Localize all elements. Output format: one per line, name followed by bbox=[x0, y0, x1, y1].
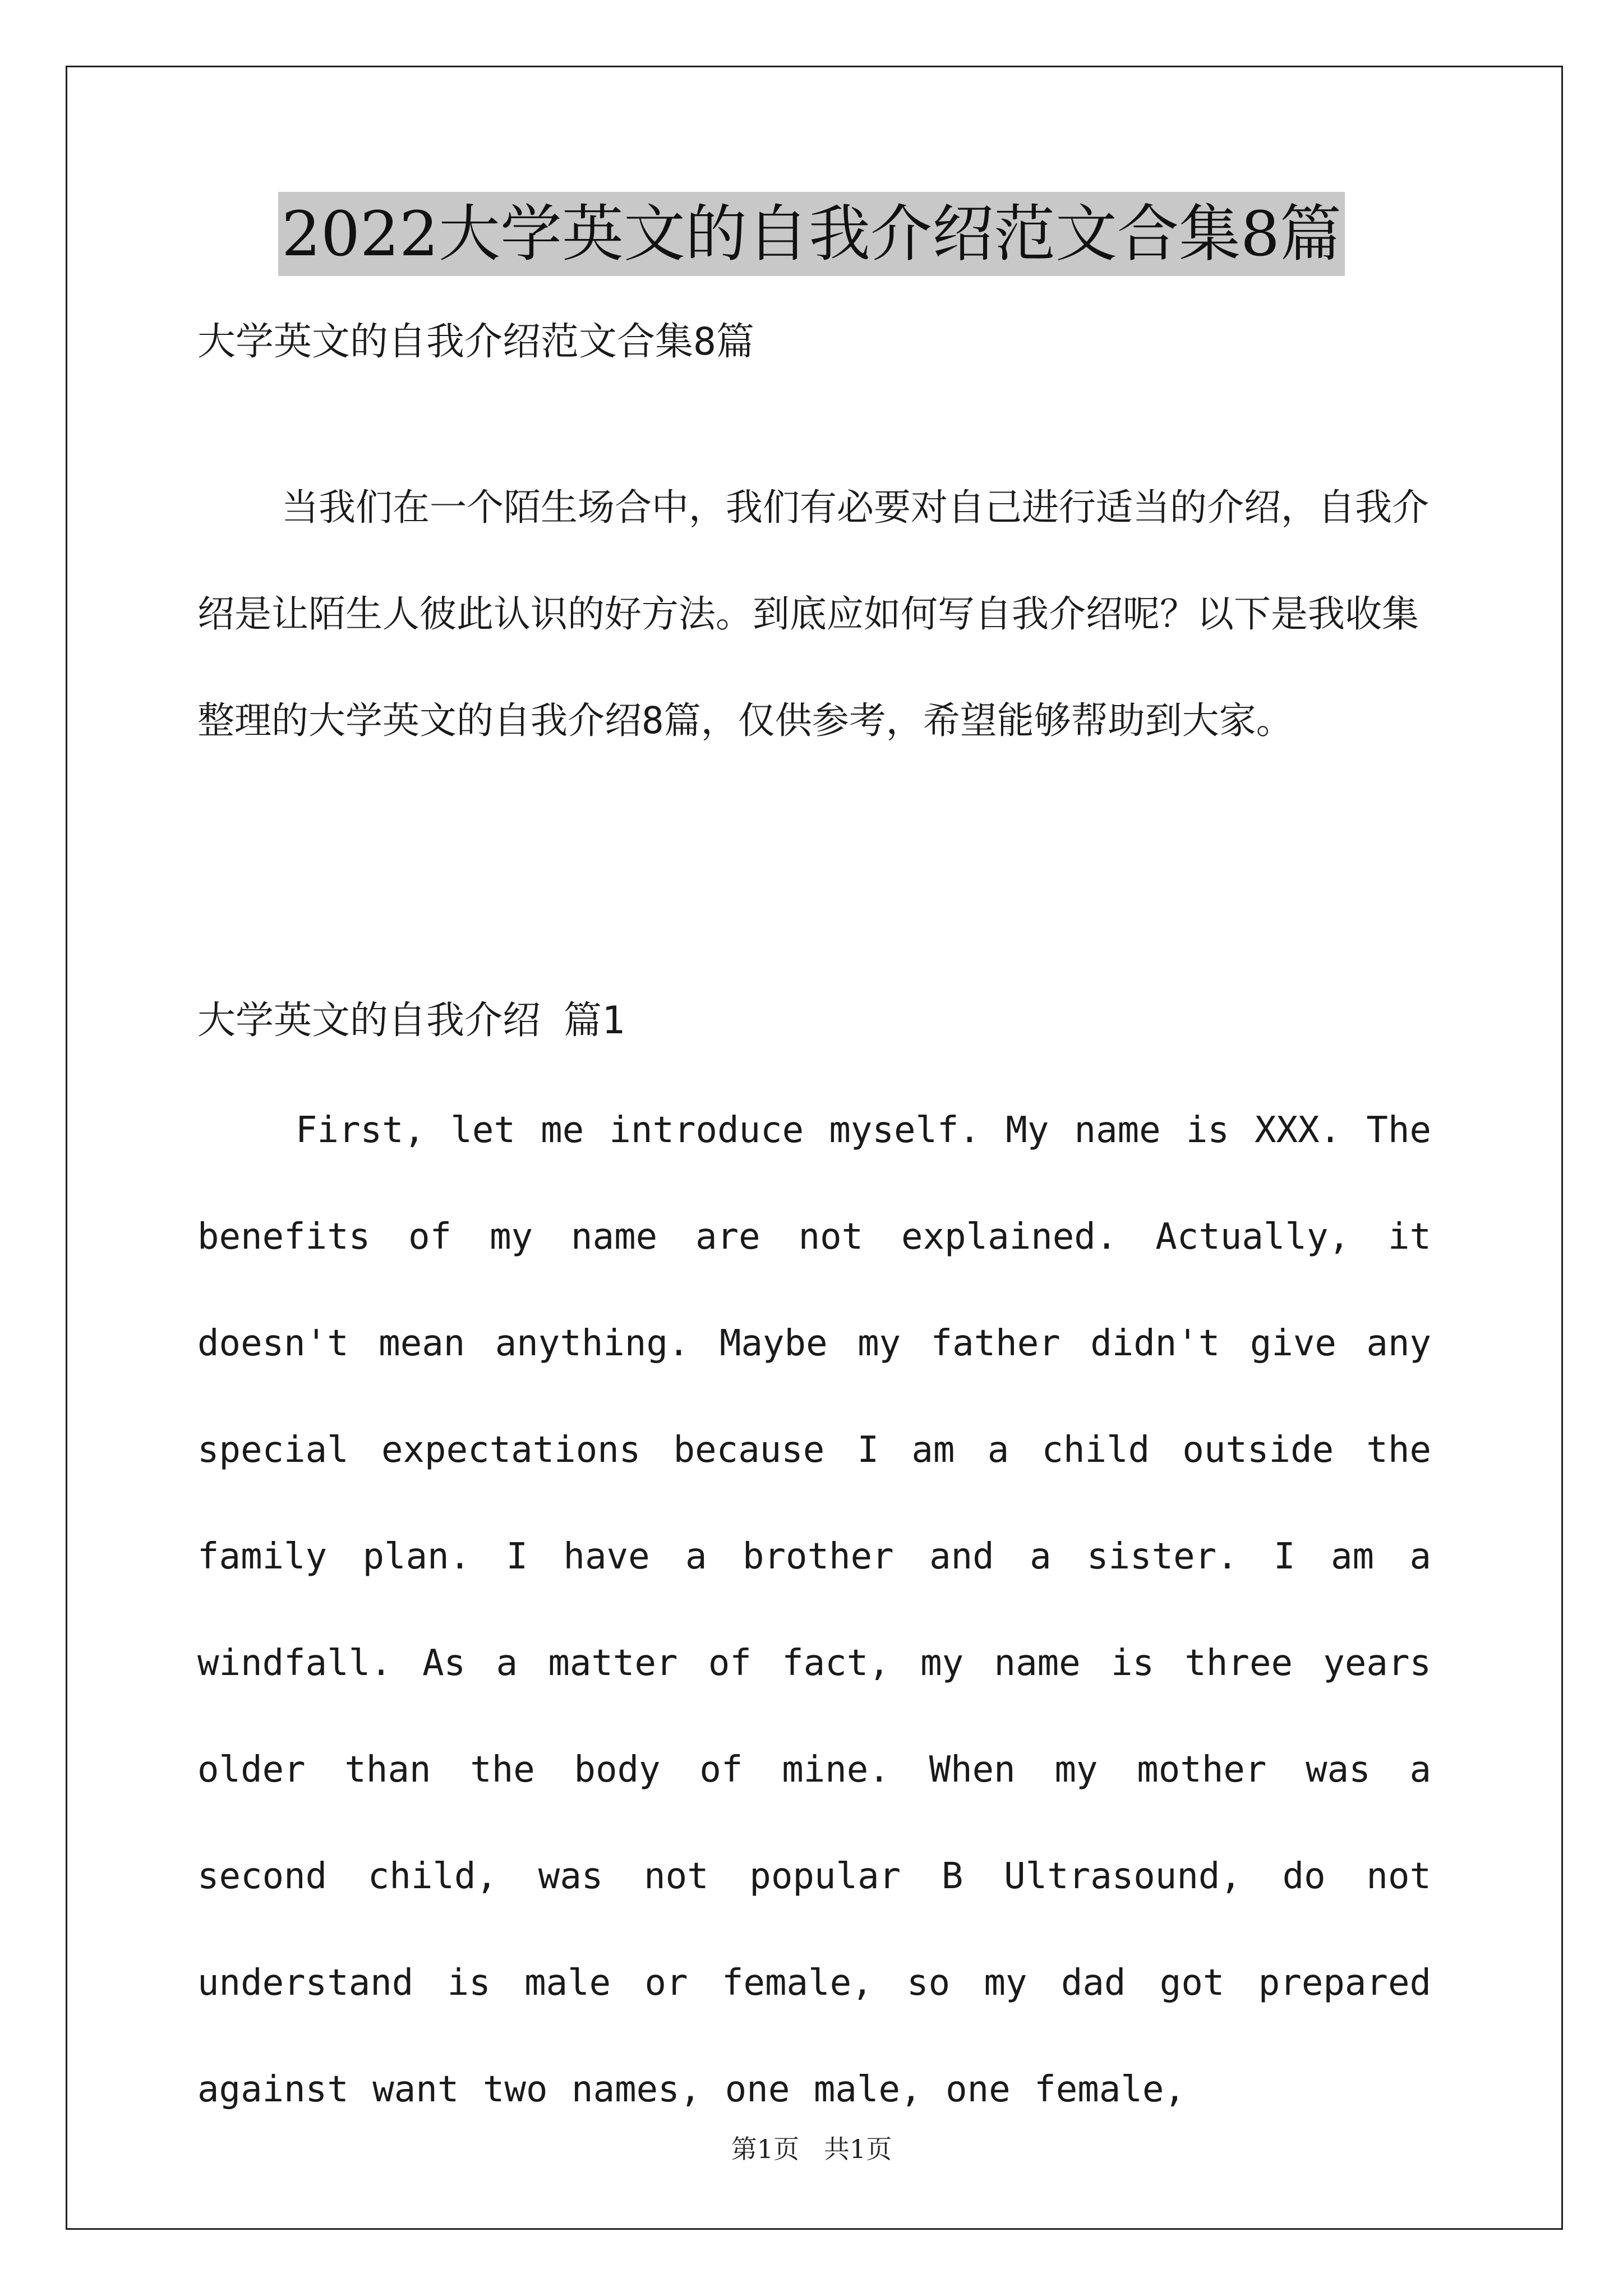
english-body-paragraph: First, let me introduce myself. My name is XXX. The benefits of my name are not explained. Actually, it doesn't mean anything. Maybe my father didn't give any special expectations because I am a child outside the family plan. I have a brother and a sister. I am a windfall. As a matter of fact, my name is three years older than the body of mine. When my mother was a second child, was not popular B Ultrasound, do not understand is male or female, so my dad got prepared against want two names, one male, one female, bbox=[197, 1110, 1431, 2110]
document-subtitle: 大学英文的自我介绍范文合集8篇 bbox=[197, 320, 754, 364]
page-footer: 第1页 共1页 bbox=[731, 2134, 892, 2164]
document-title: 2022大学英文的自我介绍范文合集8篇 bbox=[278, 192, 1345, 276]
intro-paragraph: 当我们在一个陌生场合中，我们有必要对自己进行适当的介绍，自我介绍是让陌生人彼此认识的好方法。到底应如何写自我介绍呢？以下是我收集整理的大学英文的自我介绍8篇，仅供参考，希望能够帮助到大家。 bbox=[197, 486, 1429, 742]
title-container bbox=[0, 192, 1623, 276]
section-heading: 大学英文的自我介绍 篇1 bbox=[197, 999, 625, 1043]
